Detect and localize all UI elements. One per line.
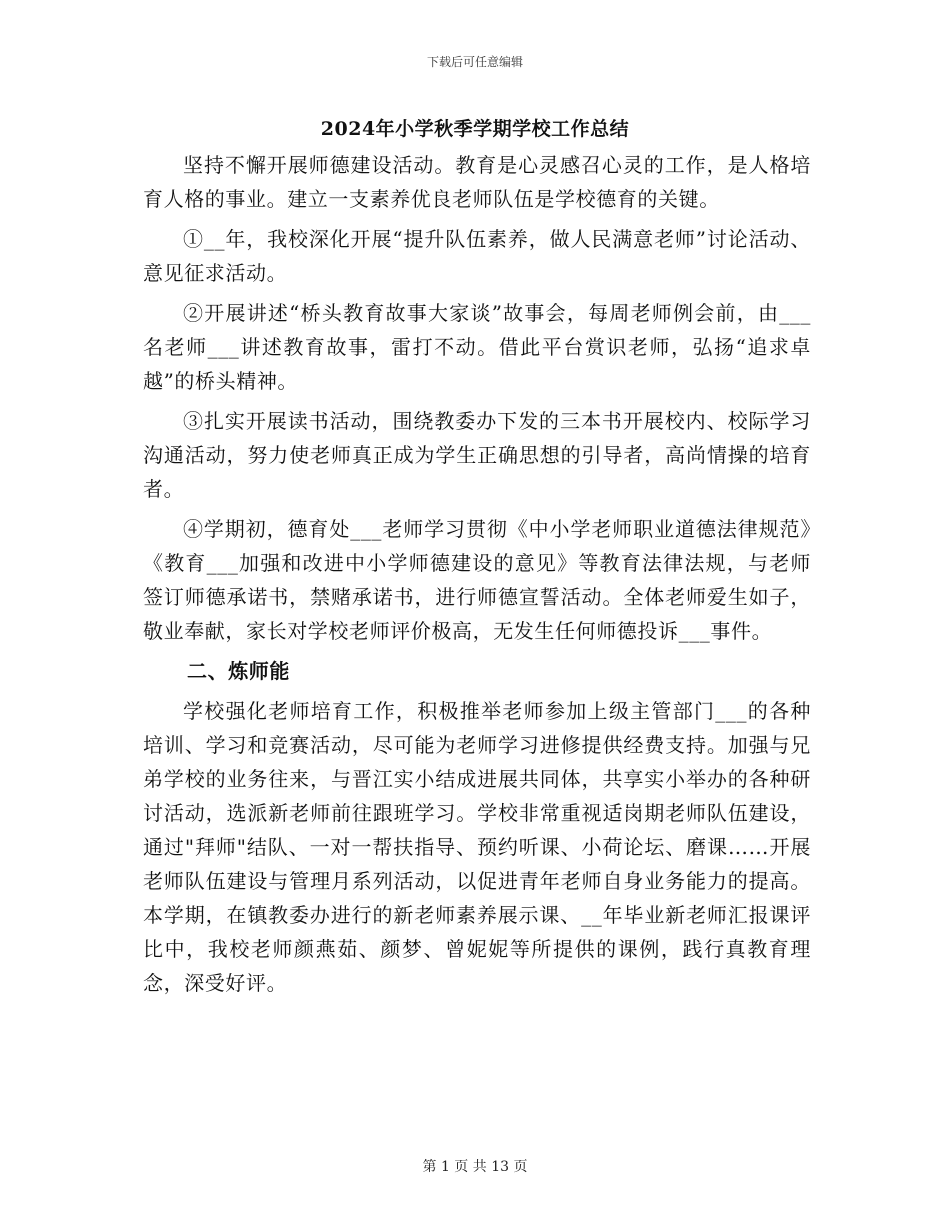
paragraph-section-body: 学校强化老师培育工作，积极推举老师参加上级主管部门___的各种培训、学习和竞赛活动，尽可能为老师学习进修提供经费支持。加强与兄弟学校的业务往来，与晋江实小结成进展共同体，共享实小举办的各种研讨活动，选派新老师前往跟班学习。学校非常重视适岗期老师队伍建设，通过"拜师"结队、一对一帮扶指导、预约听课、小荷论坛、磨课……开展老师队伍建设与管理月系列活动，以促进青年老师自身业务能力的提高。本学期，在镇教委办进行的新老师素养展示课、__年毕业新老师汇报课评比中，我校老师颜燕茹、颜梦、曾妮妮等所提供的课例，践行真教育理念，深受好评。 — [143, 699, 811, 995]
paragraph-item-1: ①__年，我校深化开展“提升队伍素养，做人民满意老师”讨论活动、意见征求活动。 — [143, 227, 811, 285]
document-body — [143, 148, 811, 1006]
paragraph-intro: 坚持不懈开展师德建设活动。教育是心灵感召心灵的工作，是人格培育人格的事业。建立一支素养优良老师队伍是学校德育的关键。 — [143, 153, 811, 211]
document-title: 2024年小学秋季学期学校工作总结 — [320, 118, 630, 140]
section-heading: 二、炼师能 — [187, 659, 290, 683]
paragraph-item-2: ②开展讲述“桥头教育故事大家谈”故事会，每周老师例会前，由___名老师___讲述教育故事，雷打不动。借此平台赏识老师，弘扬“追求卓越”的桥头精神。 — [143, 301, 811, 393]
paragraph-item-4: ④学期初，德育处___老师学习贯彻《中小学老师职业道德法律规范》《教育___加强和改进中小学师德建设的意见》等教育法律法规，与老师签订师德承诺书，禁赌承诺书，进行师德宣誓活动。全体老师爱生如子，敬业奉献，家长对学校老师评价极高，无发生任何师德投诉___事件。 — [143, 517, 811, 643]
page-number: 第 1 页 共 13 页 — [422, 1159, 528, 1175]
page-header-note: 下载后可任意编辑 — [426, 55, 523, 69]
paragraph-item-3: ③扎实开展读书活动，围绕教委办下发的三本书开展校内、校际学习沟通活动，努力使老师真正成为学生正确思想的引导者，高尚情操的培育者。 — [143, 409, 811, 501]
